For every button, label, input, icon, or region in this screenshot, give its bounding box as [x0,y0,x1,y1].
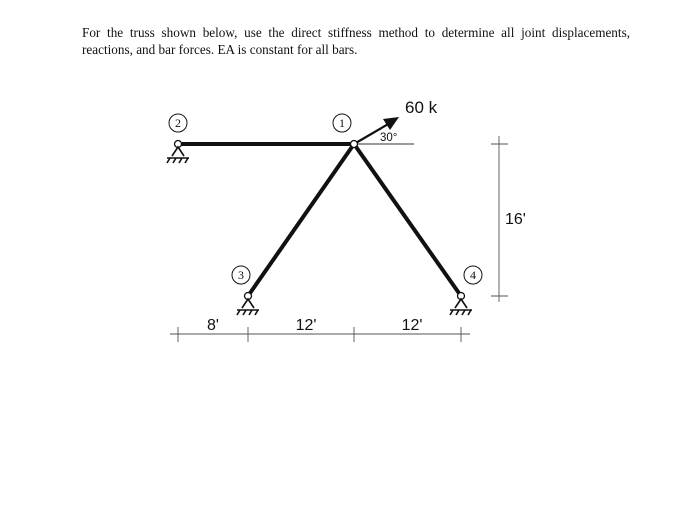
load-magnitude: 60 k [405,98,438,117]
joint-label-2: 2 [175,116,181,130]
dimension-8ft: 8' [207,317,219,334]
support-joint-3 [237,299,259,315]
load-angle: 30° [380,132,398,144]
joint-label-1: 1 [339,116,345,130]
joint-label-4: 4 [470,268,476,282]
problem-statement: For the truss shown below, use the direct stiffness method to determine all joint displacements, reactions, and bar forces. EA is constant for all bars. [82,25,630,57]
support-joint-4 [450,299,472,315]
dimension-12ft-left: 12' [295,317,317,334]
joint-label-3: 3 [238,268,244,282]
dimension-16ft: 16' [505,211,526,228]
member-3-1 [248,144,354,296]
dimension-12ft-right: 12' [401,317,423,334]
member-1-4 [354,144,461,296]
support-joint-2 [167,147,189,163]
joint-1-pin [351,141,358,148]
